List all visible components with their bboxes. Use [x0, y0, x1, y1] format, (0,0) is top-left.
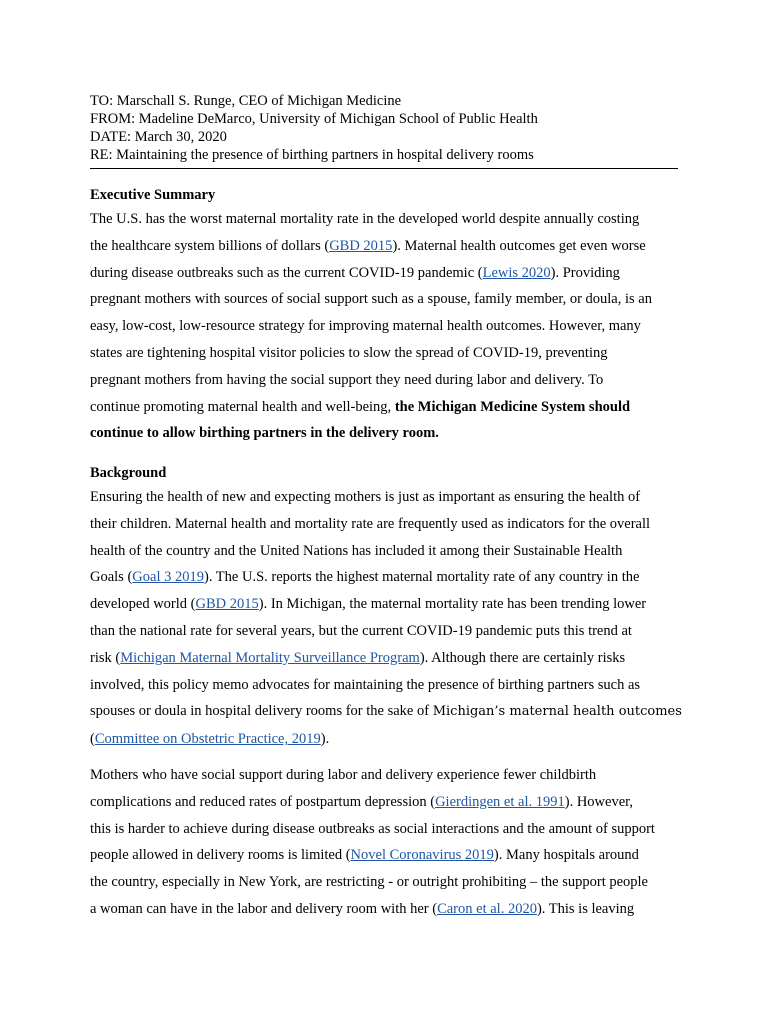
executive-summary-paragraph: [90, 206, 680, 447]
background-paragraph-2: [90, 762, 680, 923]
text-line: spouses or doula in hospital delivery rooms for the sake of Michigan’s maternal health outcomes: [90, 703, 682, 720]
text-line: developed world (GBD 2015). In Michigan, the maternal mortality rate has been trending lower: [90, 596, 647, 613]
text-line: health of the country and the United Nations has included it among their Sustainable Health: [90, 542, 623, 559]
text-line: pregnant mothers with sources of social support such as a spouse, family member, or doula, is an: [90, 291, 652, 308]
text-line: continue promoting maternal health and well-being, the Michigan Medicine System should: [90, 398, 631, 415]
citation-link-lewis-2020[interactable]: Lewis 2020: [482, 264, 551, 281]
citation-link-gierdingen-1991[interactable]: Gierdingen et al. 1991: [435, 793, 565, 810]
text-line: Goals (Goal 3 2019). The U.S. reports the highest maternal mortality rate of any country in the: [90, 569, 640, 586]
text-line: during disease outbreaks such as the current COVID-19 pandemic (Lewis 2020). Providing: [90, 264, 620, 281]
background-paragraph-1: [90, 484, 680, 753]
citation-link-goal-3-2019[interactable]: Goal 3 2019: [132, 569, 204, 586]
text-line: Mothers who have social support during labor and delivery experience fewer childbirth: [90, 767, 597, 783]
memo-date: DATE: March 30, 2020: [90, 129, 227, 145]
text-line: pregnant mothers from having the social support they need during labor and delivery. To: [90, 371, 604, 388]
executive-summary-heading: Executive Summary: [90, 187, 216, 203]
recommendation-text: continue to allow birthing partners in the delivery room.: [90, 425, 439, 442]
citation-link-gbd-2015[interactable]: GBD 2015: [195, 596, 259, 613]
citation-link-caron-2020[interactable]: Caron et al. 2020: [437, 900, 537, 917]
citation-link-michigan-mmsp[interactable]: Michigan Maternal Mortality Surveillance Program: [120, 649, 420, 666]
text-line: risk (Michigan Maternal Mortality Surveillance Program). Although there are certainly risks: [90, 649, 626, 666]
memo-to: TO: Marschall S. Runge, CEO of Michigan Medicine: [90, 93, 402, 109]
recommendation-text: the Michigan Medicine System should: [394, 398, 631, 415]
text-line: states are tightening hospital visitor policies to slow the spread of COVID-19, preventing: [90, 344, 608, 361]
memo-from: FROM: Madeline DeMarco, University of Michigan School of Public Health: [90, 111, 538, 127]
header-divider: [90, 168, 678, 169]
citation-link-committee-obstetric-practice[interactable]: Committee on Obstetric Practice, 2019: [94, 731, 321, 748]
background-heading: Background: [90, 465, 167, 481]
memo-header: [90, 92, 678, 164]
text-line: the healthcare system billions of dollars (GBD 2015). Maternal health outcomes get even worse: [90, 237, 646, 254]
text-line: a woman can have in the labor and delivery room with her (Caron et al. 2020). This is leaving: [90, 900, 635, 917]
text-line: (Committee on Obstetric Practice, 2019).: [90, 731, 330, 748]
text-line: complications and reduced rates of postpartum depression (Gierdingen et al. 1991). However,: [90, 793, 634, 810]
text-line: people allowed in delivery rooms is limited (Novel Coronavirus 2019). Many hospitals around: [90, 847, 639, 864]
text-line: Ensuring the health of new and expecting mothers is just as important as ensuring the health of: [90, 489, 641, 505]
text-line: easy, low-cost, low-resource strategy for improving maternal health outcomes. However, many: [90, 318, 641, 335]
citation-link-gbd-2015[interactable]: GBD 2015: [329, 237, 393, 254]
memo-re: RE: Maintaining the presence of birthing partners in hospital delivery rooms: [90, 147, 534, 163]
text-line: The U.S. has the worst maternal mortality rate in the developed world despite annually costing: [90, 211, 640, 227]
text-line: than the national rate for several years, but the current COVID-19 pandemic puts this trend at: [90, 622, 632, 639]
text-line: the country, especially in New York, are restricting - or outright prohibiting – the support people: [90, 874, 648, 891]
text-line: their children. Maternal health and mortality rate are frequently used as indicators for the overall: [90, 515, 651, 532]
text-line: this is harder to achieve during disease outbreaks as social interactions and the amount of support: [90, 820, 655, 837]
citation-link-novel-coronavirus-2019[interactable]: Novel Coronavirus 2019: [350, 847, 494, 864]
text-line: involved, this policy memo advocates for maintaining the presence of birthing partners such as: [90, 676, 641, 693]
